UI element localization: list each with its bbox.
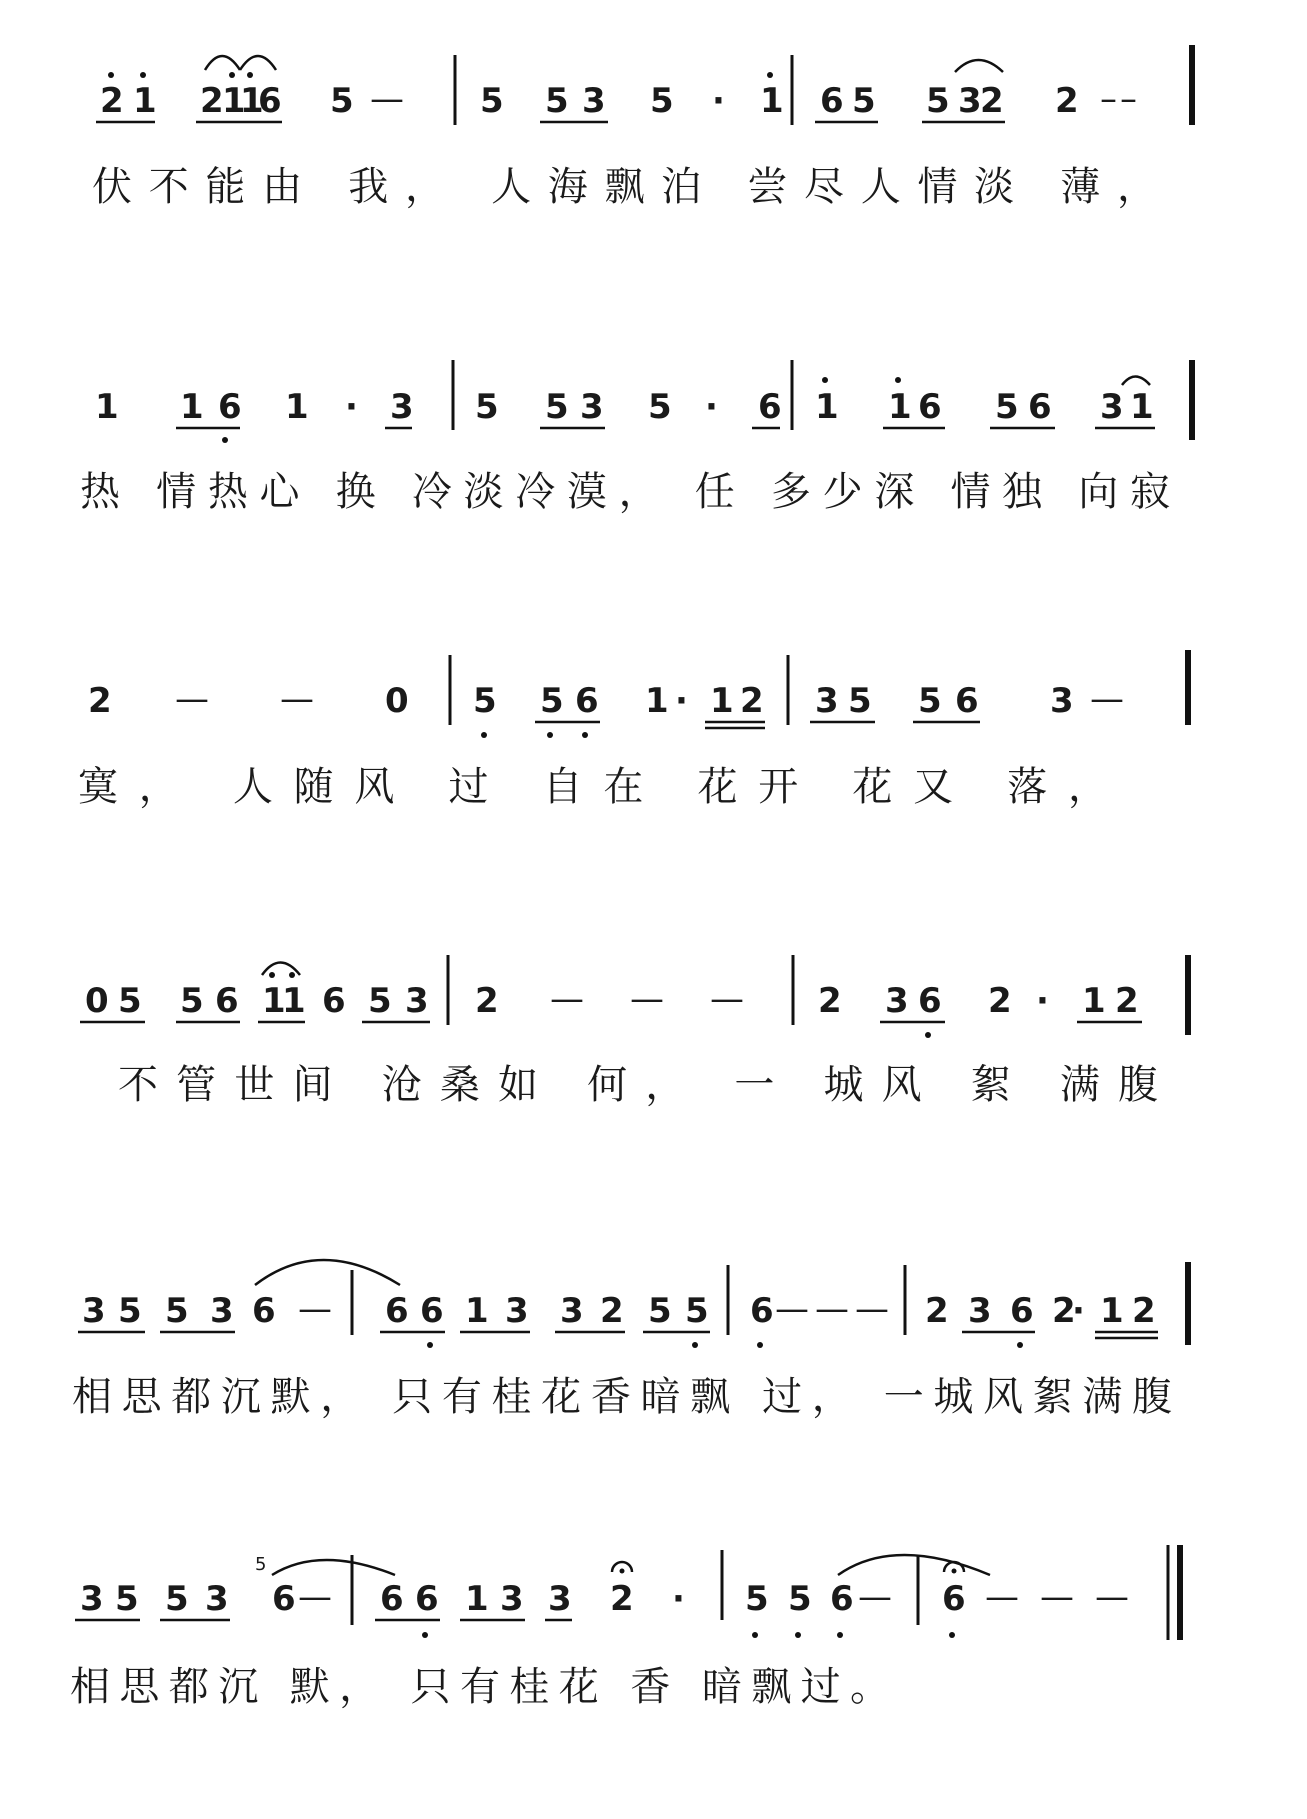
note: 2	[818, 981, 842, 1021]
note: 2	[980, 81, 1004, 121]
slur	[1122, 377, 1150, 386]
dash: —	[855, 1289, 889, 1329]
note: 6	[1028, 387, 1052, 427]
note: 6	[955, 681, 979, 721]
note: 5	[118, 981, 142, 1021]
dot-duration: ·	[1036, 981, 1049, 1021]
dash: —	[1095, 1577, 1129, 1617]
dash: —	[1040, 1577, 1074, 1617]
note: 1	[645, 681, 669, 721]
note: 6	[820, 81, 844, 121]
note: 1	[282, 981, 306, 1021]
dot-duration: ·	[672, 1579, 685, 1619]
grace-note: 5	[255, 1554, 267, 1575]
note: 1	[1130, 387, 1154, 427]
note: 1	[133, 81, 157, 121]
high-dot	[822, 377, 828, 383]
note: 5	[788, 1579, 812, 1619]
note: 5	[368, 981, 392, 1021]
note: 3	[405, 981, 429, 1021]
high-dot	[269, 972, 275, 978]
note: 1	[285, 387, 309, 427]
dash: —	[298, 1577, 332, 1617]
lyrics-line: 寞， 人随风 过 自在 花开 花又 落，	[78, 764, 1108, 810]
note: 5	[165, 1579, 189, 1619]
dash: —	[175, 679, 209, 719]
note: 5	[926, 81, 950, 121]
note: 5	[545, 81, 569, 121]
low-dot	[422, 1632, 428, 1638]
note: 0	[385, 681, 409, 721]
note: 3	[548, 1579, 572, 1619]
dot-duration: ·	[712, 81, 725, 121]
high-dot	[895, 377, 901, 383]
lyrics-line: 相思都沉 默， 只有桂花 香 暗飘过。	[70, 1664, 890, 1710]
note: 1	[95, 387, 119, 427]
note: 2	[100, 81, 124, 121]
note: 3	[815, 681, 839, 721]
note: 5	[165, 1291, 189, 1331]
lyrics-line: 伏不能由 我， 人海飘泊 尝尽人情淡 薄，	[92, 164, 1157, 210]
note: 3	[968, 1291, 992, 1331]
note: 2	[988, 981, 1012, 1021]
note: 5	[475, 387, 499, 427]
note: 3	[82, 1291, 106, 1331]
dash: —	[985, 1577, 1019, 1617]
note: 3	[500, 1579, 524, 1619]
slur	[240, 56, 276, 70]
note: 1	[1082, 981, 1106, 1021]
dash: —	[630, 979, 664, 1019]
note: 6	[380, 1579, 404, 1619]
note: 1	[760, 81, 784, 121]
note: 5	[545, 387, 569, 427]
note: 5	[745, 1579, 769, 1619]
slur	[255, 1260, 400, 1285]
system-4	[80, 955, 1188, 1108]
note: 1	[465, 1579, 489, 1619]
low-dot	[757, 1342, 763, 1348]
low-dot	[692, 1342, 698, 1348]
low-dot	[427, 1342, 433, 1348]
note: 5	[473, 681, 497, 721]
note: 5	[650, 81, 674, 121]
note: 3	[958, 81, 982, 121]
note: 1	[1100, 1291, 1124, 1331]
lyrics-line: 不管世间 沧桑如 何， 一 城风 絮 满腹	[118, 1062, 1158, 1108]
note: 2	[1052, 1291, 1076, 1331]
high-dot	[140, 72, 146, 78]
note: 6	[758, 387, 782, 427]
dot-duration: ·	[345, 387, 358, 427]
slur	[955, 60, 1003, 72]
dash: —	[1090, 679, 1124, 719]
note: 1	[815, 387, 839, 427]
note: 2	[200, 81, 224, 121]
note: 5	[330, 81, 354, 121]
note: 6	[252, 1291, 276, 1331]
dash: —	[550, 979, 584, 1019]
note: 1	[262, 981, 286, 1021]
dash: —	[710, 979, 744, 1019]
system-6	[70, 1545, 1180, 1710]
note: 5	[180, 981, 204, 1021]
note: 6	[385, 1291, 409, 1331]
dash: —	[298, 1289, 332, 1329]
note: 5	[118, 1291, 142, 1331]
note: 2	[88, 681, 112, 721]
note: 5	[648, 1291, 672, 1331]
low-dot	[925, 1032, 931, 1038]
note: 1	[710, 681, 734, 721]
note: 1	[465, 1291, 489, 1331]
system-1	[92, 45, 1192, 210]
note: 5	[995, 387, 1019, 427]
note: 3	[505, 1291, 529, 1331]
note: 5	[918, 681, 942, 721]
high-dot	[247, 72, 253, 78]
dash: —	[280, 679, 314, 719]
low-dot	[222, 437, 228, 443]
dot-duration: ·	[675, 681, 688, 721]
dash: —	[370, 79, 404, 119]
dash: —	[815, 1289, 849, 1329]
note: 6	[830, 1579, 854, 1619]
high-dot	[229, 72, 235, 78]
note: 1	[888, 387, 912, 427]
note: 2	[1132, 1291, 1156, 1331]
high-dot	[767, 72, 773, 78]
note: 3	[560, 1291, 584, 1331]
high-dot	[289, 972, 295, 978]
note: 3	[390, 387, 414, 427]
note: 6	[1010, 1291, 1034, 1331]
note: 0	[85, 981, 109, 1021]
note: 6	[918, 981, 942, 1021]
lyrics-line: 相思都沉默， 只有桂花香暗飘 过， 一城风絮满腹	[72, 1374, 1172, 1420]
low-dot	[582, 732, 588, 738]
slur	[205, 56, 240, 70]
note: 5	[848, 681, 872, 721]
note: 1	[180, 387, 204, 427]
note: 3	[582, 81, 606, 121]
low-dot	[949, 1632, 955, 1638]
note: 6	[420, 1291, 444, 1331]
high-dot	[108, 72, 114, 78]
system-5	[72, 1260, 1188, 1420]
note: 2	[1115, 981, 1139, 1021]
note: 5	[852, 81, 876, 121]
note: 1	[240, 81, 264, 121]
low-dot	[795, 1632, 801, 1638]
dash: —	[858, 1577, 892, 1617]
dot-duration: ·	[1072, 1291, 1085, 1331]
fermata-dot	[620, 1569, 625, 1574]
note: 3	[1100, 387, 1124, 427]
note: 2	[740, 681, 764, 721]
dash: –	[1100, 79, 1117, 119]
low-dot	[481, 732, 487, 738]
slur	[838, 1555, 990, 1575]
slur	[272, 1560, 395, 1575]
note: 3	[580, 387, 604, 427]
note: 5	[685, 1291, 709, 1331]
low-dot	[752, 1632, 758, 1638]
note: 3	[205, 1579, 229, 1619]
note: 6	[750, 1291, 774, 1331]
note: 5	[480, 81, 504, 121]
note: 6	[272, 1579, 296, 1619]
note: 3	[885, 981, 909, 1021]
note: 1	[222, 81, 246, 121]
note: 5	[540, 681, 564, 721]
note: 2	[925, 1291, 949, 1331]
note: 5	[115, 1579, 139, 1619]
lyrics-line: 热 情热心 换 冷淡冷漠， 任 多少深 情独 向寂	[80, 469, 1170, 515]
note: 2	[610, 1579, 634, 1619]
note: 2	[1055, 81, 1079, 121]
dot-duration: ·	[705, 387, 718, 427]
low-dot	[547, 732, 553, 738]
note: 6	[218, 387, 242, 427]
note: 6	[322, 981, 346, 1021]
note: 3	[210, 1291, 234, 1331]
low-dot	[1017, 1342, 1023, 1348]
dash: –	[1120, 79, 1137, 119]
note: 6	[942, 1579, 966, 1619]
note: 5	[648, 387, 672, 427]
note: 6	[258, 81, 282, 121]
note: 3	[80, 1579, 104, 1619]
low-dot	[837, 1632, 843, 1638]
system-3	[78, 650, 1188, 810]
fermata-dot	[952, 1569, 957, 1574]
note: 3	[1050, 681, 1074, 721]
dash: —	[775, 1289, 809, 1329]
note: 6	[918, 387, 942, 427]
note: 6	[415, 1579, 439, 1619]
note: 6	[215, 981, 239, 1021]
note: 2	[600, 1291, 624, 1331]
note: 6	[575, 681, 599, 721]
note: 2	[475, 981, 499, 1021]
system-2	[80, 360, 1192, 515]
